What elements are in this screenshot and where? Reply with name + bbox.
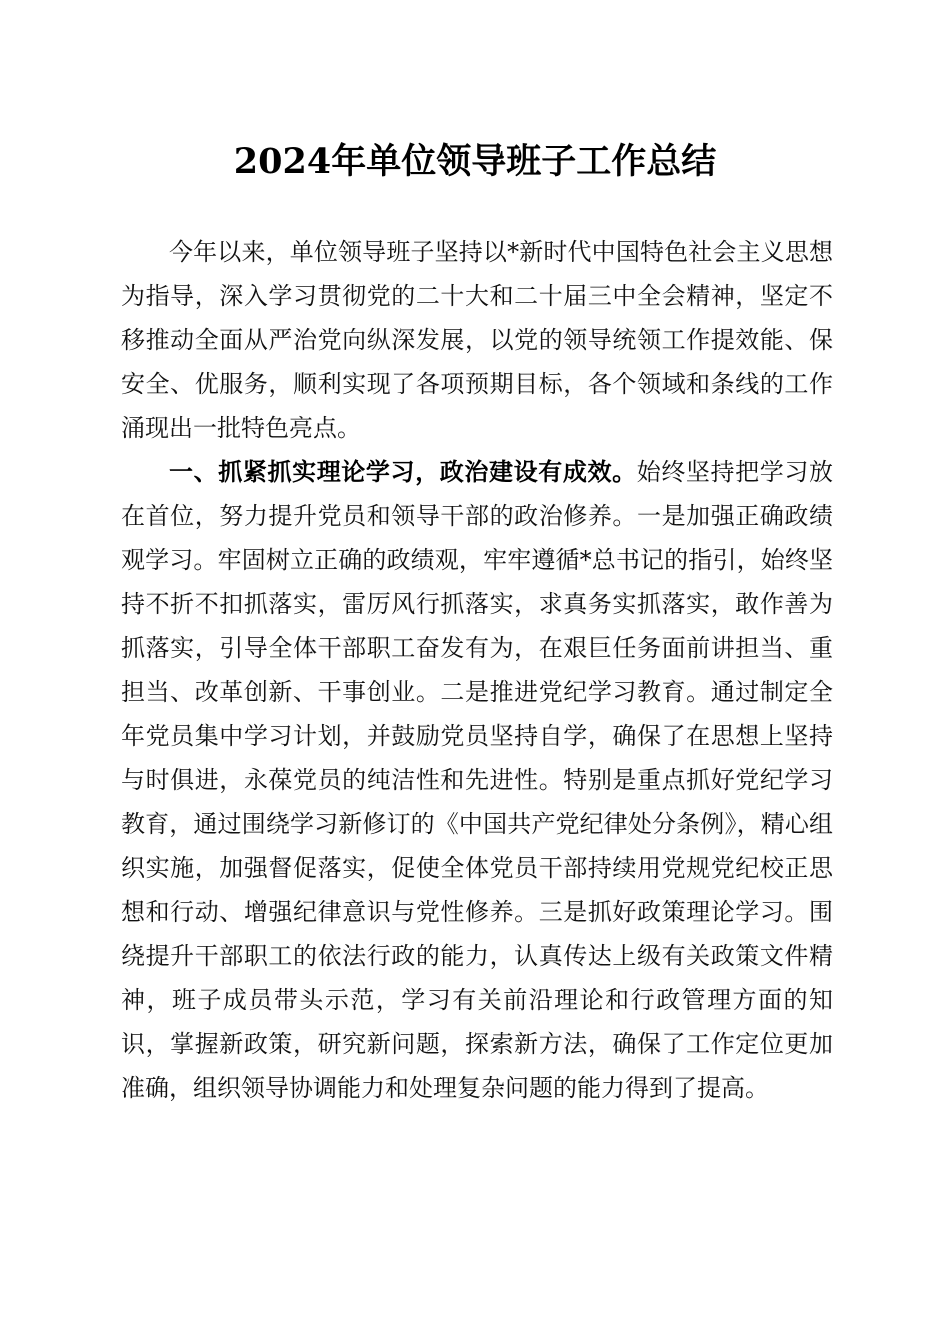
- document-body: [121, 230, 833, 1110]
- section-one-heading: 一、抓紧抓实理论学习，政治建设有成效。: [169, 457, 637, 486]
- section-one-text: 始终坚持把学习放在首位，努力提升党员和领导干部的政治修养。一是加强正确政绩观学习。牢固树立正确的政绩观，牢牢遵循*总书记的指引，始终坚持不折不扣抓落实，雷厉风行抓落实，求真务实抓落实，敢作善为抓落实，引导全体干部职工奋发有为，在艰巨任务面前讲担当、重担当、改革创新、干事创业。二是推进党纪学习教育。通过制定全年党员集中学习计划，并鼓励党员坚持自学，确保了在思想上坚持与时俱进，永葆党员的纯洁性和先进性。特别是重点抓好党纪学习教育，通过围绕学习新修订的《中国共产党纪律处分条例》，精心组织实施，加强督促落实，促使全体党员干部持续用党规党纪校正思想和行动、增强纪律意识与党性修养。三是抓好政策理论学习。围绕提升干部职工的依法行政的能力，认真传达上级有关政策文件精神，班子成员带头示范，学习有关前沿理论和行政管理方面的知识，掌握新政策，研究新问题，探索新方法，确保了工作定位更加准确，组织领导协调能力和处理复杂问题的能力得到了提高。: [121, 458, 834, 1102]
- section-one-paragraph: [121, 450, 833, 1110]
- intro-paragraph-text: 今年以来，单位领导班子坚持以*新时代中国特色社会主义思想为指导，深入学习贯彻党的二十大和二十届三中全会精神，坚定不移推动全面从严治党向纵深发展，以党的领导统领工作提效能、保安全、优服务，顺利实现了各项预期目标，各个领域和条线的工作涌现出一批特色亮点。: [121, 238, 833, 442]
- document-title: 2024年单位领导班子工作总结: [233, 141, 717, 182]
- intro-paragraph: [121, 230, 833, 450]
